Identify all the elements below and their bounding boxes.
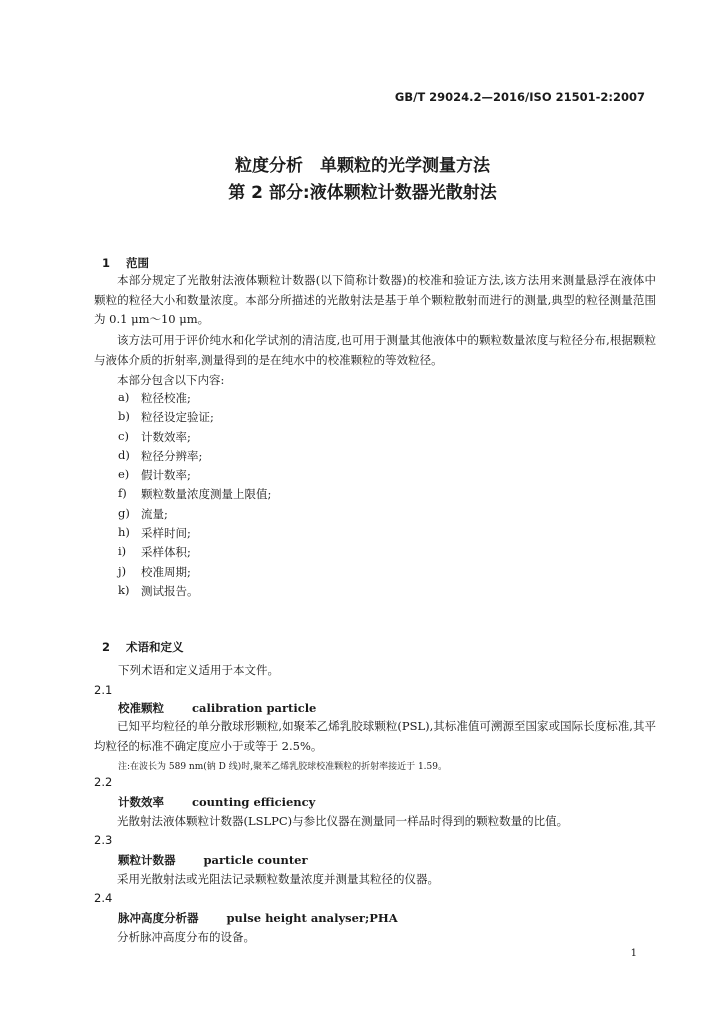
list-item bbox=[118, 525, 271, 544]
list-item bbox=[118, 486, 271, 505]
section-number: 1 bbox=[102, 256, 111, 270]
list-item-mark: d) bbox=[118, 447, 130, 462]
list-item-text: 采样时间; bbox=[141, 526, 191, 541]
term-en: pulse height analyser;PHA bbox=[226, 911, 398, 925]
list-item bbox=[118, 429, 271, 448]
standard-code: GB/T 29024.2—2016/ISO 21501-2:2007 bbox=[394, 90, 645, 104]
scope-paragraph-2: 该方法可用于评价纯水和化学试剂的清洁度,也可用于测量其他液体中的颗粒数量浓度与粒径分布,根据颗粒与液体介质的折射率,测量得到的是在纯水中的校准颗粒的等效粒径。 bbox=[94, 333, 656, 367]
term-note: 注:在波长为 589 nm(钠 D 线)时,聚苯乙烯乳胶球校准颗粒的折射率接近于 1.59。 bbox=[118, 762, 447, 772]
list-item-mark: a) bbox=[118, 390, 130, 404]
list-item-text: 计数效率; bbox=[141, 429, 191, 444]
list-item-mark: k) bbox=[118, 582, 130, 597]
list-item-mark: c) bbox=[118, 428, 129, 443]
list-item-text: 测试报告。 bbox=[141, 583, 199, 598]
term-number: 2.2 bbox=[94, 775, 113, 789]
term-en: calibration particle bbox=[192, 701, 317, 715]
term-definition: 分析脉冲高度分布的设备。 bbox=[117, 930, 255, 944]
list-item bbox=[118, 467, 271, 486]
scope-paragraph-1: 本部分规定了光散射法液体颗粒计数器(以下简称计数器)的校准和验证方法,该方法用来测量悬浮在液体中颗粒的粒径大小和数量浓度。本部分所描述的光散射法是基于单个颗粒散射而进行的测量,典型的粒径测量范围为 0.1 μm～10 μm。 bbox=[94, 273, 656, 326]
list-item-text: 颗粒数量浓度测量上限值; bbox=[141, 487, 272, 502]
list-item bbox=[118, 448, 271, 467]
list-item-mark: j) bbox=[118, 563, 127, 578]
term-zh: 颗粒计数器 bbox=[118, 853, 176, 867]
section-number: 2 bbox=[102, 640, 111, 654]
list-item-text: 采样体积; bbox=[141, 545, 191, 560]
list-item bbox=[118, 390, 271, 409]
list-item bbox=[118, 544, 271, 563]
scope-content-list bbox=[118, 390, 271, 602]
term-number: 2.4 bbox=[94, 891, 113, 905]
term-number: 2.1 bbox=[94, 683, 113, 697]
list-item-mark: f) bbox=[118, 486, 127, 501]
list-item-mark: g) bbox=[118, 505, 130, 520]
term-definition: 光散射法液体颗粒计数器(LSLPC)与参比仪器在测量同一样品时得到的颗粒数量的比值。 bbox=[117, 814, 569, 828]
list-item-mark: e) bbox=[118, 467, 130, 482]
list-item-text: 校准周期; bbox=[141, 564, 191, 579]
term-en: counting efficiency bbox=[192, 795, 316, 809]
term-zh: 校准颗粒 bbox=[118, 701, 164, 715]
document-title-line2: 第 2 部分:液体颗粒计数器光散射法 bbox=[228, 183, 497, 203]
term-definition: 已知平均粒径的单分散球形颗粒,如聚苯乙烯乳胶球颗粒(PSL),其标准值可溯源至国家或国际长度标准,其平均粒径的标准不确定度应小于或等于 2.5%。 bbox=[94, 719, 656, 753]
list-item bbox=[118, 583, 271, 602]
section-1-heading bbox=[94, 241, 149, 271]
list-item-text: 粒径校准; bbox=[141, 391, 191, 405]
term-zh: 计数效率 bbox=[118, 795, 164, 809]
list-item-text: 流量; bbox=[141, 506, 168, 521]
list-item bbox=[118, 564, 271, 583]
list-item-text: 假计数率; bbox=[141, 468, 191, 483]
list-item-mark: i) bbox=[118, 544, 127, 559]
list-item-text: 粒径分辨率; bbox=[141, 448, 203, 463]
term-number: 2.3 bbox=[94, 833, 113, 847]
scope-paragraph-3: 本部分包含以下内容: bbox=[117, 373, 225, 387]
term-heading bbox=[118, 794, 315, 810]
section-title: 术语和定义 bbox=[126, 640, 184, 654]
section-2-heading bbox=[94, 625, 184, 655]
section-title: 范围 bbox=[126, 256, 150, 270]
terms-intro: 下列术语和定义适用于本文件。 bbox=[118, 663, 279, 677]
term-en: particle counter bbox=[203, 853, 308, 867]
list-item bbox=[118, 506, 271, 525]
page-number: 1 bbox=[630, 948, 637, 959]
list-item-text: 粒径设定验证; bbox=[141, 410, 214, 425]
term-zh: 脉冲高度分析器 bbox=[118, 911, 199, 925]
term-definition: 采用光散射法或光阻法记录颗粒数量浓度并测量其粒径的仪器。 bbox=[117, 872, 439, 886]
document-title-line1: 粒度分析 单颗粒的光学测量方法 bbox=[235, 156, 490, 176]
list-item-mark: b) bbox=[118, 409, 130, 424]
list-item bbox=[118, 409, 271, 428]
list-item-mark: h) bbox=[118, 525, 130, 540]
term-heading bbox=[118, 700, 316, 716]
term-heading bbox=[118, 910, 398, 926]
term-heading bbox=[118, 852, 308, 868]
